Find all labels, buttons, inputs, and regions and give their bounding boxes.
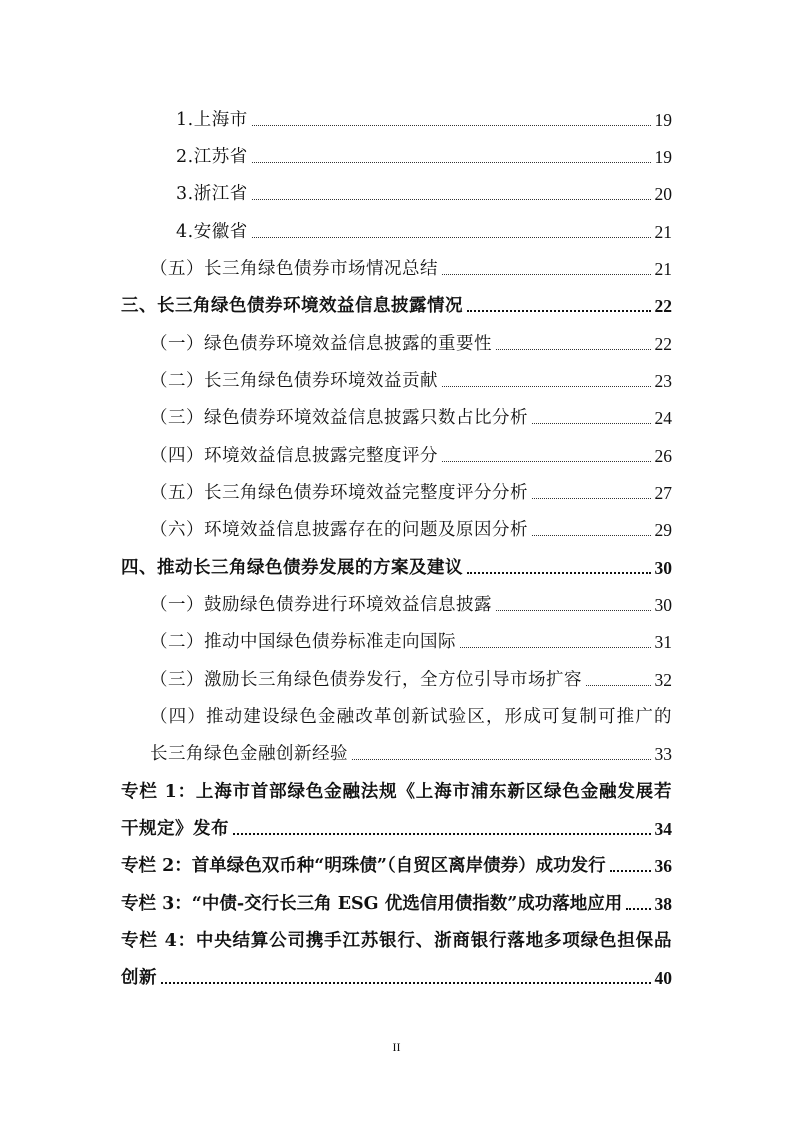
toc-entry-page: 20 bbox=[654, 184, 672, 204]
toc-entry-4-2[interactable] bbox=[150, 629, 672, 655]
toc-entry-4-4-line1[interactable]: （四）推动建设绿色金融改革创新试验区，形成可复制可推广的 bbox=[150, 707, 672, 727]
toc-entry-title: （六）环境效益信息披露存在的问题及原因分析 bbox=[150, 520, 528, 540]
dot-leader bbox=[532, 423, 651, 424]
toc-entry-3-4[interactable] bbox=[150, 443, 672, 469]
toc-entry-title: （二）推动中国绿色债券标准走向国际 bbox=[150, 632, 456, 652]
toc-entry-title: （一）鼓励绿色债券进行环境效益信息披露 bbox=[150, 595, 492, 615]
toc-box-4[interactable] bbox=[121, 965, 672, 991]
dot-leader bbox=[252, 199, 651, 200]
toc-box-1-line1[interactable]: 专栏 1：上海市首部绿色金融法规《上海市浦东新区绿色金融发展若 bbox=[121, 782, 672, 802]
dot-leader bbox=[532, 535, 651, 536]
dot-leader bbox=[496, 610, 651, 611]
toc-entry-title: 三、长三角绿色债券环境效益信息披露情况 bbox=[121, 296, 463, 316]
dot-leader bbox=[252, 162, 651, 163]
toc-entry-3-2[interactable] bbox=[150, 368, 672, 394]
toc-entry-page: 31 bbox=[654, 632, 672, 652]
toc-entry-page: 22 bbox=[654, 296, 672, 316]
dot-leader bbox=[252, 125, 651, 126]
toc-entry-title: 专栏 3：“中债-交行长三角 ESG 优选信用债指数”成功落地应用 bbox=[121, 894, 623, 914]
toc-entry-page: 29 bbox=[654, 520, 672, 540]
toc-entry-title: （四）环境效益信息披露完整度评分 bbox=[150, 446, 438, 466]
toc-entry-3-5[interactable] bbox=[150, 480, 672, 506]
dot-leader bbox=[467, 572, 651, 574]
toc-entry-title: 1.上海市 bbox=[176, 110, 248, 130]
toc-entry-4-3[interactable] bbox=[150, 667, 672, 693]
toc-entry-page: 30 bbox=[654, 558, 672, 578]
toc-entry-title: （五）长三角绿色债券环境效益完整度评分分析 bbox=[150, 483, 528, 503]
dot-leader bbox=[610, 870, 651, 872]
toc-entry-page: 19 bbox=[654, 110, 672, 130]
toc-entry-title: 四、推动长三角绿色债券发展的方案及建议 bbox=[121, 558, 463, 578]
toc-entry-page: 34 bbox=[654, 819, 672, 839]
toc-entry-title: 专栏 2：首单绿色双币种“明珠债”（自贸区离岸债券）成功发行 bbox=[121, 856, 606, 876]
toc-entry-title: 干规定》发布 bbox=[121, 819, 229, 839]
toc-box-2[interactable] bbox=[121, 853, 672, 879]
toc-entry-title: （三）绿色债券环境效益信息披露只数占比分析 bbox=[150, 408, 528, 428]
toc-entry-3-3[interactable] bbox=[150, 405, 672, 431]
dot-leader bbox=[233, 833, 651, 835]
toc-entry-shanghai[interactable] bbox=[176, 107, 672, 133]
toc-entry-page: 30 bbox=[654, 595, 672, 615]
toc-entry-title: （二）长三角绿色债券环境效益贡献 bbox=[150, 371, 438, 391]
toc-entry-page: 19 bbox=[654, 147, 672, 167]
toc-entry-3-1[interactable] bbox=[150, 331, 672, 357]
toc-entry-title: （三）激励长三角绿色债券发行，全方位引导市场扩容 bbox=[150, 670, 582, 690]
toc-entry-page: 21 bbox=[654, 259, 672, 279]
toc-chapter-3[interactable] bbox=[121, 293, 672, 319]
toc-entry-page: 38 bbox=[654, 894, 672, 914]
toc-entry-page: 40 bbox=[654, 968, 672, 988]
page-number: II bbox=[392, 1040, 401, 1054]
toc-entry-jiangsu[interactable] bbox=[176, 144, 672, 170]
dot-leader bbox=[626, 908, 650, 910]
toc-entry-title: 3.浙江省 bbox=[176, 184, 248, 204]
toc-entry-page: 26 bbox=[654, 446, 672, 466]
toc-entry-anhui[interactable] bbox=[176, 219, 672, 245]
toc-entry-title: 4.安徽省 bbox=[176, 222, 248, 242]
toc-entry-page: 24 bbox=[654, 408, 672, 428]
toc-entry-zhejiang[interactable] bbox=[176, 181, 672, 207]
toc-entry-page: 22 bbox=[654, 334, 672, 354]
dot-leader bbox=[467, 310, 651, 312]
dot-leader bbox=[460, 647, 651, 648]
toc-entry-2-5[interactable] bbox=[150, 256, 672, 282]
toc-box-3[interactable] bbox=[121, 891, 672, 917]
toc-chapter-4[interactable] bbox=[121, 555, 672, 581]
toc-entry-3-6[interactable] bbox=[150, 517, 672, 543]
toc-entry-page: 33 bbox=[654, 744, 672, 764]
toc-entry-page: 21 bbox=[654, 222, 672, 242]
dot-leader bbox=[496, 349, 651, 350]
toc-box-1[interactable] bbox=[121, 816, 672, 842]
toc-entry-4-4[interactable] bbox=[150, 741, 672, 767]
toc-entry-title: （五）长三角绿色债券市场情况总结 bbox=[150, 259, 438, 279]
toc-entry-page: 27 bbox=[654, 483, 672, 503]
toc-entry-title: （一）绿色债券环境效益信息披露的重要性 bbox=[150, 334, 492, 354]
dot-leader bbox=[352, 759, 651, 760]
dot-leader bbox=[532, 498, 651, 499]
toc-box-4-line1[interactable]: 专栏 4：中央结算公司携手江苏银行、浙商银行落地多项绿色担保品 bbox=[121, 931, 672, 951]
toc-entry-title: 2.江苏省 bbox=[176, 147, 248, 167]
toc-entry-title: 创新 bbox=[121, 968, 157, 988]
dot-leader bbox=[442, 274, 651, 275]
toc-entry-page: 23 bbox=[654, 371, 672, 391]
dot-leader bbox=[586, 685, 651, 686]
toc-entry-title: 长三角绿色金融创新经验 bbox=[150, 744, 348, 764]
dot-leader bbox=[252, 237, 651, 238]
dot-leader bbox=[442, 461, 651, 462]
toc-entry-page: 36 bbox=[654, 856, 672, 876]
dot-leader bbox=[161, 982, 651, 984]
toc-entry-page: 32 bbox=[654, 670, 672, 690]
dot-leader bbox=[442, 386, 651, 387]
toc-entry-4-1[interactable] bbox=[150, 592, 672, 618]
